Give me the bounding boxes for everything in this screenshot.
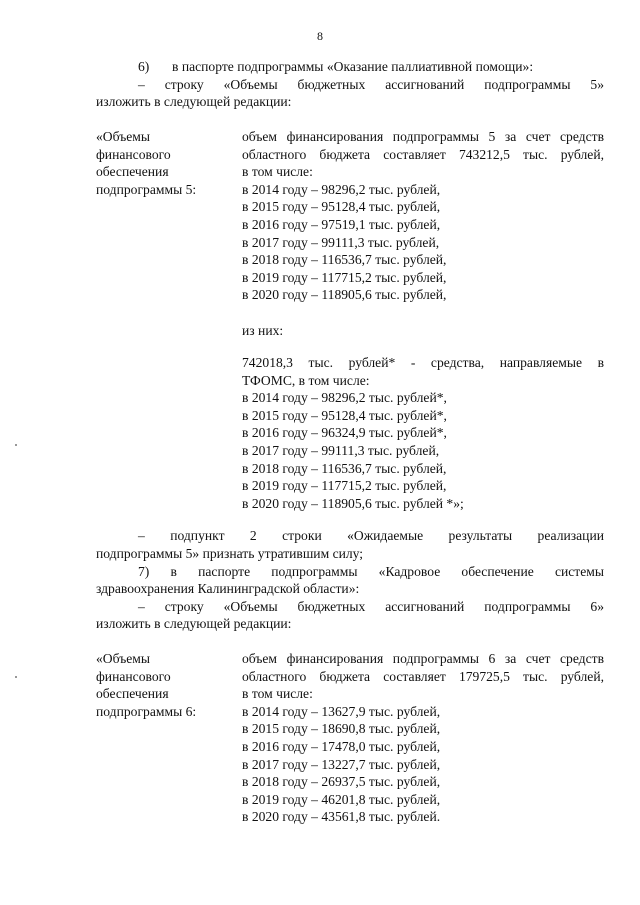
dash-subitem-line1: – подпункт 2 строки «Ожидаемые результаты реализации xyxy=(138,528,604,543)
sub6-intro-line: в том числе: xyxy=(242,686,313,702)
sub5-intro-line: объем финансирования подпрограммы 5 за счет средств xyxy=(242,129,604,144)
sub5-tfoms-year-line: в 2019 году – 117715,2 тыс. рублей, xyxy=(242,478,447,494)
sub5-tfoms-year-line: в 2014 году – 98296,2 тыс. рублей*, xyxy=(242,390,447,406)
sub5-tfoms-year-line: в 2016 году – 96324,9 тыс. рублей*, xyxy=(242,425,447,441)
item6-number: 6) xyxy=(138,59,150,74)
sub5-tfoms-intro-line: ТФОМС, в том числе: xyxy=(242,372,370,388)
sub5-label xyxy=(96,128,236,198)
sub5-year-line: в 2019 году – 117715,2 тыс. рублей, xyxy=(242,269,447,285)
item7-line1: 7) в паспорте подпрограммы «Кадровое обеспечение системы xyxy=(138,564,604,579)
sub6-year-line: в 2018 году – 26937,5 тыс. рублей, xyxy=(242,774,441,790)
sub6-year-line: в 2017 году – 13227,7 тыс. рублей, xyxy=(242,756,441,772)
page-number: 8 xyxy=(317,29,323,43)
sub5-year-line: в 2014 году – 98296,2 тыс. рублей, xyxy=(242,181,441,197)
sub5-tfoms-year-line: в 2015 году – 95128,4 тыс. рублей*, xyxy=(242,407,447,423)
item7-row-line2: изложить в следующей редакции: xyxy=(96,616,292,631)
item7-row-line1: – строку «Объемы бюджетных ассигнований подпрограммы 6» xyxy=(138,599,604,614)
sub6-year-line: в 2019 году – 46201,8 тыс. рублей, xyxy=(242,791,441,807)
sub6-intro-line: областного бюджета составляет 179725,5 тыс. рублей, xyxy=(242,668,604,684)
sub6-label-line: финансового xyxy=(96,668,171,684)
sub6-label-line: подпрограммы 6: xyxy=(96,703,197,719)
item7-line2: здравоохранения Калининградской области»: xyxy=(96,581,360,596)
sub5-label-line: обеспечения xyxy=(96,164,169,180)
sub5-tfoms-year-line: в 2020 году – 118905,6 тыс. рублей *»; xyxy=(242,495,464,511)
item6-row-line2: изложить в следующей редакции: xyxy=(96,94,292,109)
sub5-of-them: из них: xyxy=(242,323,284,338)
item6-row-line1: – строку «Объемы бюджетных ассигнований подпрограммы 5» xyxy=(138,77,604,92)
sub5-tfoms-year-line: в 2017 году – 99111,3 тыс. рублей, xyxy=(242,442,440,458)
dash-subitem-line2: подпрограммы 5» признать утратившим силу; xyxy=(96,546,364,561)
sub5-funding xyxy=(242,128,604,304)
sub6-year-line: в 2020 году – 43561,8 тыс. рублей. xyxy=(242,809,441,825)
scan-speck xyxy=(15,444,17,446)
sub5-tfoms-year-line: в 2018 году – 116536,7 тыс. рублей, xyxy=(242,460,447,476)
sub6-label xyxy=(96,650,236,720)
sub6-year-line: в 2016 году – 17478,0 тыс. рублей, xyxy=(242,738,441,754)
sub5-year-line: в 2020 году – 118905,6 тыс. рублей, xyxy=(242,287,447,303)
sub5-label-line: «Объемы xyxy=(96,129,150,144)
item6-text: в паспорте подпрограммы «Оказание паллиативной помощи»: xyxy=(172,59,534,74)
sub6-label-line: обеспечения xyxy=(96,686,169,702)
sub6-label-line: «Объемы xyxy=(96,651,150,666)
sub5-label-line: финансового xyxy=(96,146,171,162)
sub5-year-line: в 2016 году – 97519,1 тыс. рублей, xyxy=(242,216,441,232)
sub5-tfoms xyxy=(242,354,604,512)
sub5-label-line: подпрограммы 5: xyxy=(96,181,197,197)
sub5-intro-line: в том числе: xyxy=(242,164,313,180)
sub6-intro-line: объем финансирования подпрограммы 6 за счет средств xyxy=(242,651,604,666)
sub6-year-line: в 2015 году – 18690,8 тыс. рублей, xyxy=(242,721,441,737)
sub5-intro-line: областного бюджета составляет 743212,5 тыс. рублей, xyxy=(242,146,604,162)
sub5-tfoms-intro-line: 742018,3 тыс. рублей* - средства, направляемые в xyxy=(242,355,604,370)
sub6-year-line: в 2014 году – 13627,9 тыс. рублей, xyxy=(242,703,441,719)
sub5-year-line: в 2015 году – 95128,4 тыс. рублей, xyxy=(242,199,441,215)
sub6-funding xyxy=(242,650,604,826)
sub5-year-line: в 2017 году – 99111,3 тыс. рублей, xyxy=(242,234,440,250)
sub5-year-line: в 2018 году – 116536,7 тыс. рублей, xyxy=(242,252,447,268)
scan-speck xyxy=(15,676,17,678)
